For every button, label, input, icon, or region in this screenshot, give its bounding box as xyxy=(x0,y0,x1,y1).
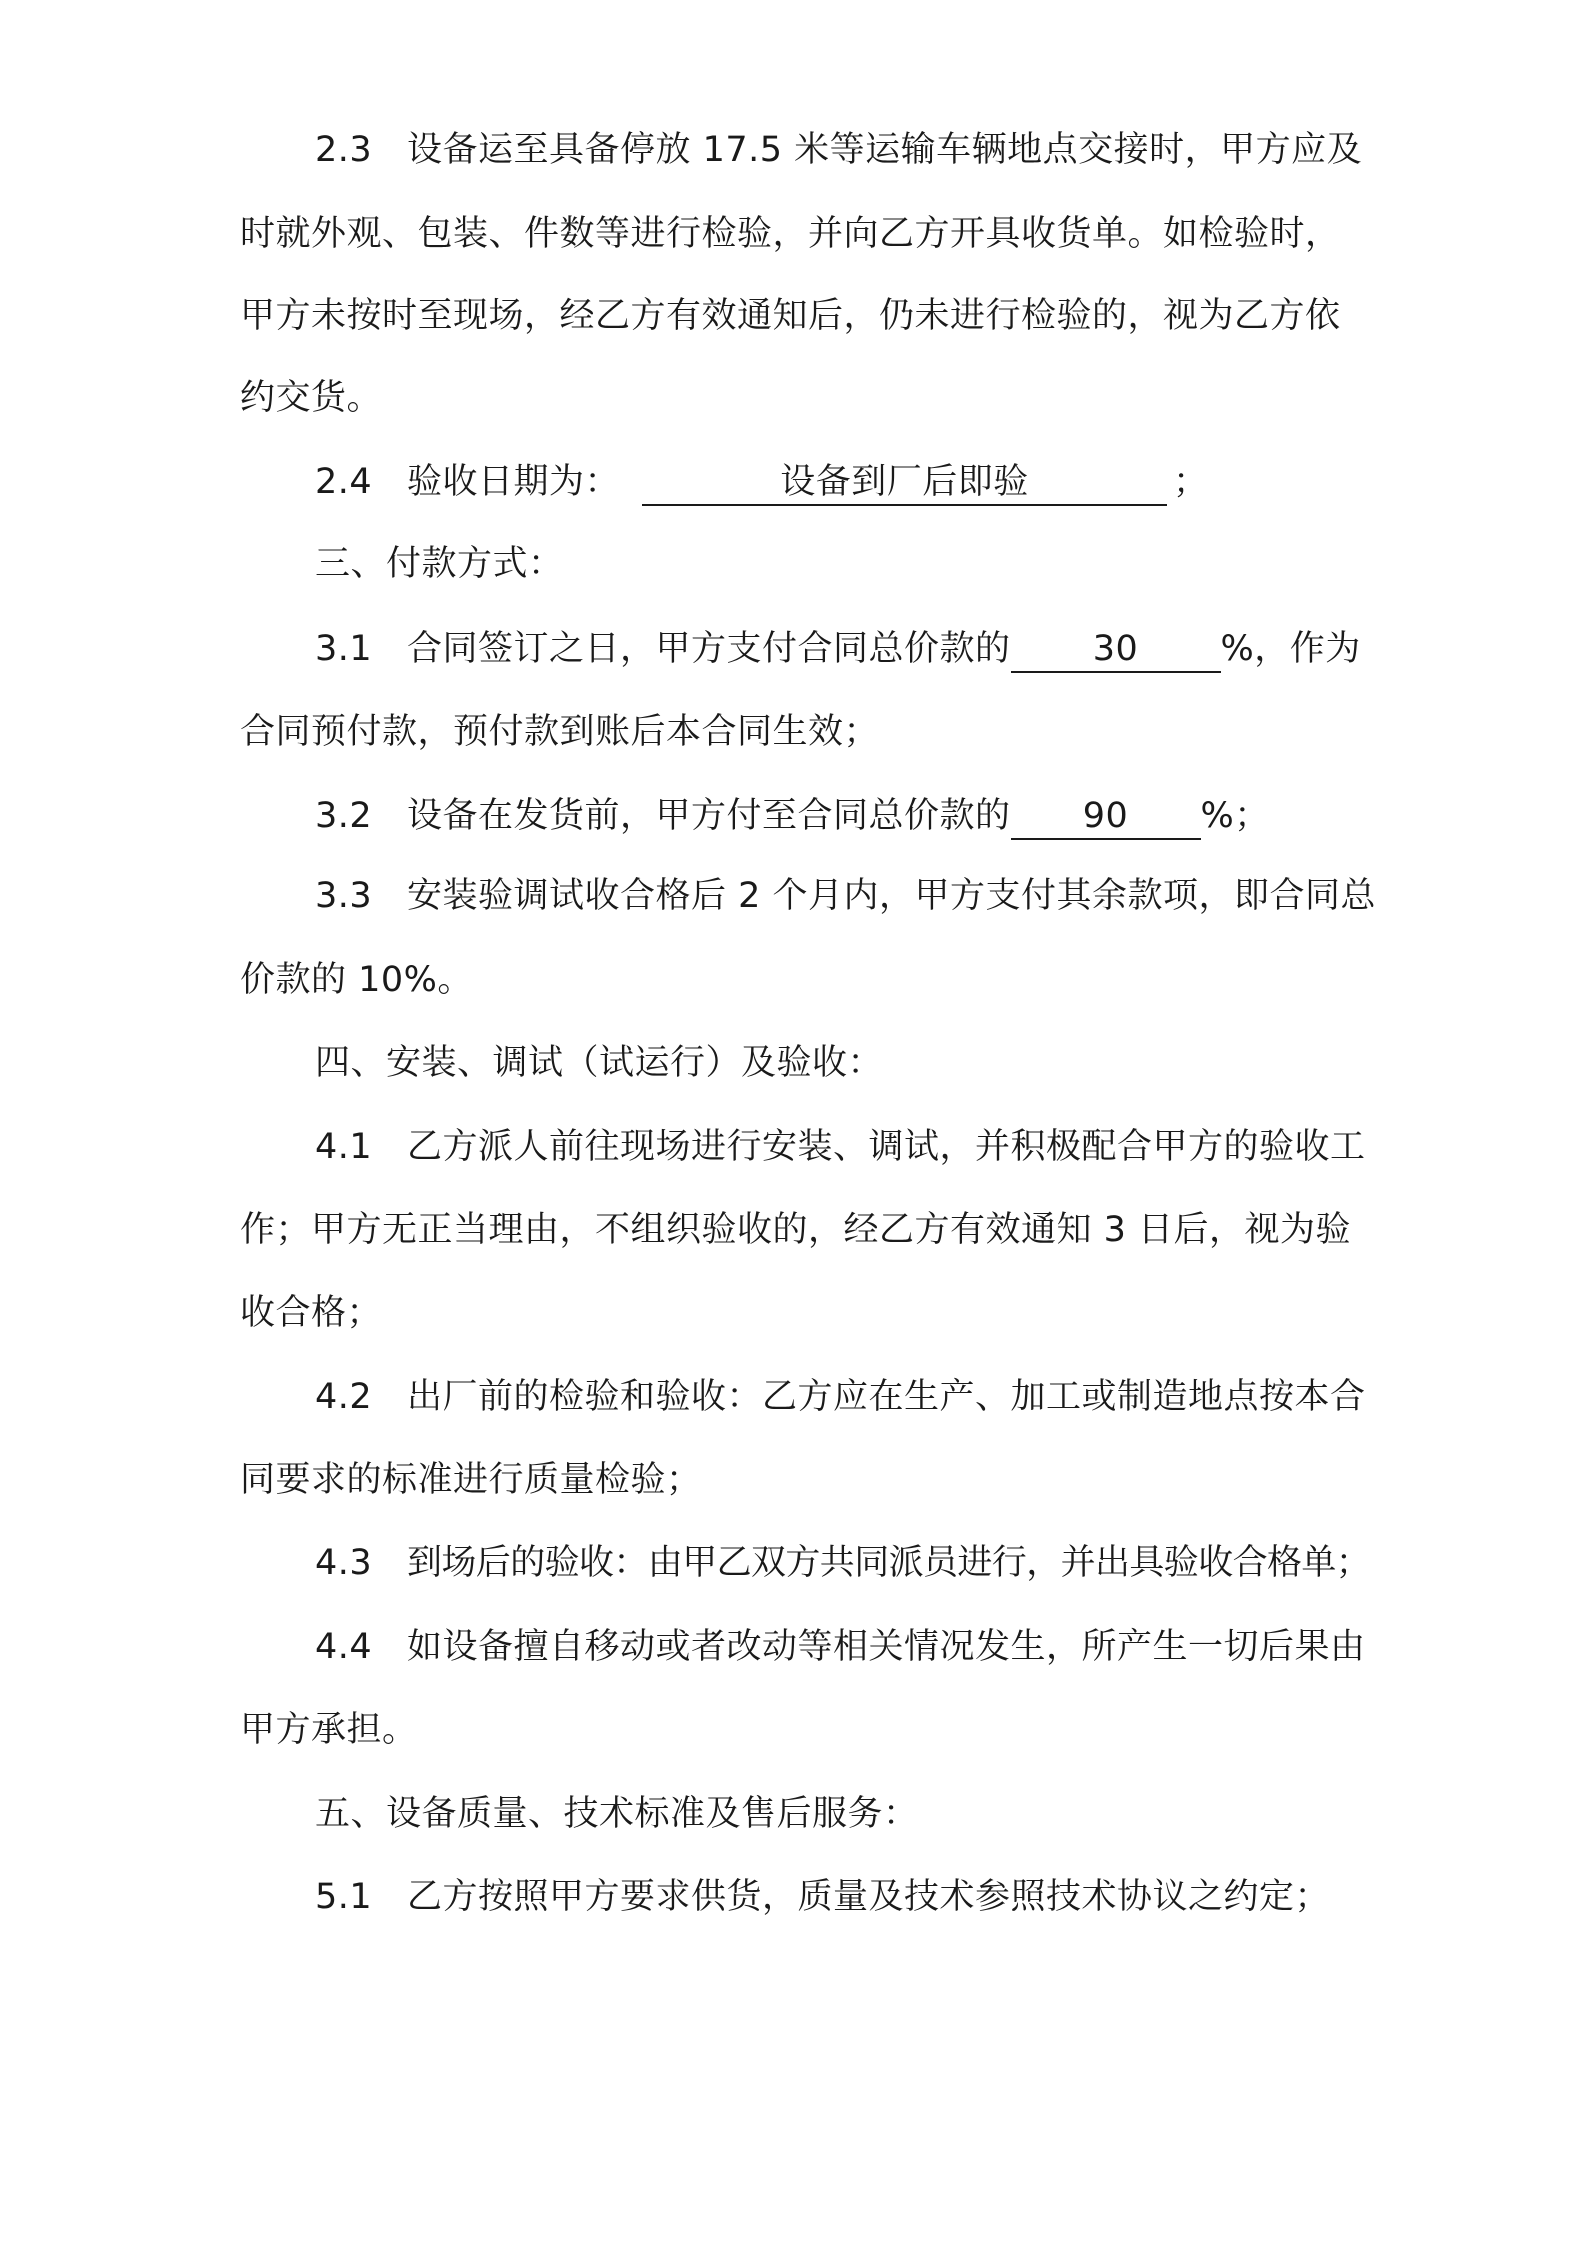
clause-4-2-line-2: 同要求的标准进行质量检验； xyxy=(240,1460,702,1500)
clause-text-suffix: %，作为 xyxy=(1220,629,1361,669)
clause-5-1 xyxy=(315,1872,1475,1922)
shipment-percent-field: 90 xyxy=(1011,794,1201,840)
clause-text: 合同签订之日，甲方支付合同总价款的 xyxy=(407,629,1011,669)
clause-text: 乙方派人前往现场进行安装、调试，并积极配合甲方的验收工 xyxy=(407,1127,1366,1167)
clause-3-3-line-2: 价款的 10%。 xyxy=(240,960,473,1000)
clause-text: 安装验调试收合格后 2 个月内，甲方支付其余款项，即合同总 xyxy=(407,876,1377,916)
section-heading-5: 五、设备质量、技术标准及售后服务： xyxy=(315,1794,919,1834)
section-heading-3: 三、付款方式： xyxy=(315,544,564,584)
clause-4-4-line-2: 甲方承担。 xyxy=(240,1710,418,1750)
clause-number: 5.1 xyxy=(315,1877,373,1917)
clause-3-1-line-2: 合同预付款，预付款到账后本合同生效； xyxy=(240,712,880,752)
clause-number: 2.3 xyxy=(315,130,373,170)
clause-text: 如设备擅自移动或者改动等相关情况发生，所产生一切后果由 xyxy=(407,1627,1366,1667)
clause-2-3-line-2: 时就外观、包装、件数等进行检验，并向乙方开具收货单。如检验时， xyxy=(240,214,1341,254)
clause-number: 4.4 xyxy=(315,1627,373,1667)
clause-2-3-line-3: 甲方未按时至现场，经乙方有效通知后，仍未进行检验的，视为乙方依 xyxy=(240,296,1341,336)
clause-number: 4.1 xyxy=(315,1127,373,1167)
prepayment-percent-field: 30 xyxy=(1011,627,1221,673)
clause-text: 设备在发货前，甲方付至合同总价款的 xyxy=(407,796,1011,836)
clause-number: 2.4 xyxy=(315,462,373,502)
clause-4-1-line-2: 作；甲方无正当理由，不组织验收的，经乙方有效通知 3 日后，视为验 xyxy=(240,1210,1352,1250)
clause-text: 出厂前的检验和验收：乙方应在生产、加工或制造地点按本合 xyxy=(407,1377,1366,1417)
clause-text: 到场后的验收：由甲乙双方共同派员进行，并出具验收合格单； xyxy=(407,1543,1371,1583)
clause-3-1-line-1 xyxy=(315,624,1475,674)
clause-number: 4.2 xyxy=(315,1377,373,1417)
acceptance-date-field: 设备到厂后即验 xyxy=(642,460,1167,506)
clause-text-suffix: %； xyxy=(1200,796,1270,836)
clause-number: 3.1 xyxy=(315,629,373,669)
clause-3-2 xyxy=(315,791,1475,841)
clause-label: 验收日期为： xyxy=(407,462,621,502)
clause-4-1-line-1 xyxy=(315,1122,1475,1172)
clause-number: 3.3 xyxy=(315,876,373,916)
clause-4-2-line-1 xyxy=(315,1372,1475,1422)
clause-number: 4.3 xyxy=(315,1543,373,1583)
clause-4-1-line-3: 收合格； xyxy=(240,1293,383,1333)
clause-number: 3.2 xyxy=(315,796,373,836)
clause-suffix: ； xyxy=(1173,462,1209,502)
clause-3-3-line-1 xyxy=(315,871,1475,921)
clause-text: 设备运至具备停放 17.5 米等运输车辆地点交接时，甲方应及 xyxy=(407,130,1363,170)
clause-4-3 xyxy=(315,1538,1475,1588)
clause-2-3-line-1 xyxy=(315,125,1475,175)
clause-2-3-line-4: 约交货。 xyxy=(240,378,383,418)
clause-4-4-line-1 xyxy=(315,1622,1475,1672)
section-heading-4: 四、安装、调试（试运行）及验收： xyxy=(315,1043,884,1083)
clause-2-4 xyxy=(315,457,1475,507)
clause-text: 乙方按照甲方要求供货，质量及技术参照技术协议之约定； xyxy=(407,1877,1331,1917)
